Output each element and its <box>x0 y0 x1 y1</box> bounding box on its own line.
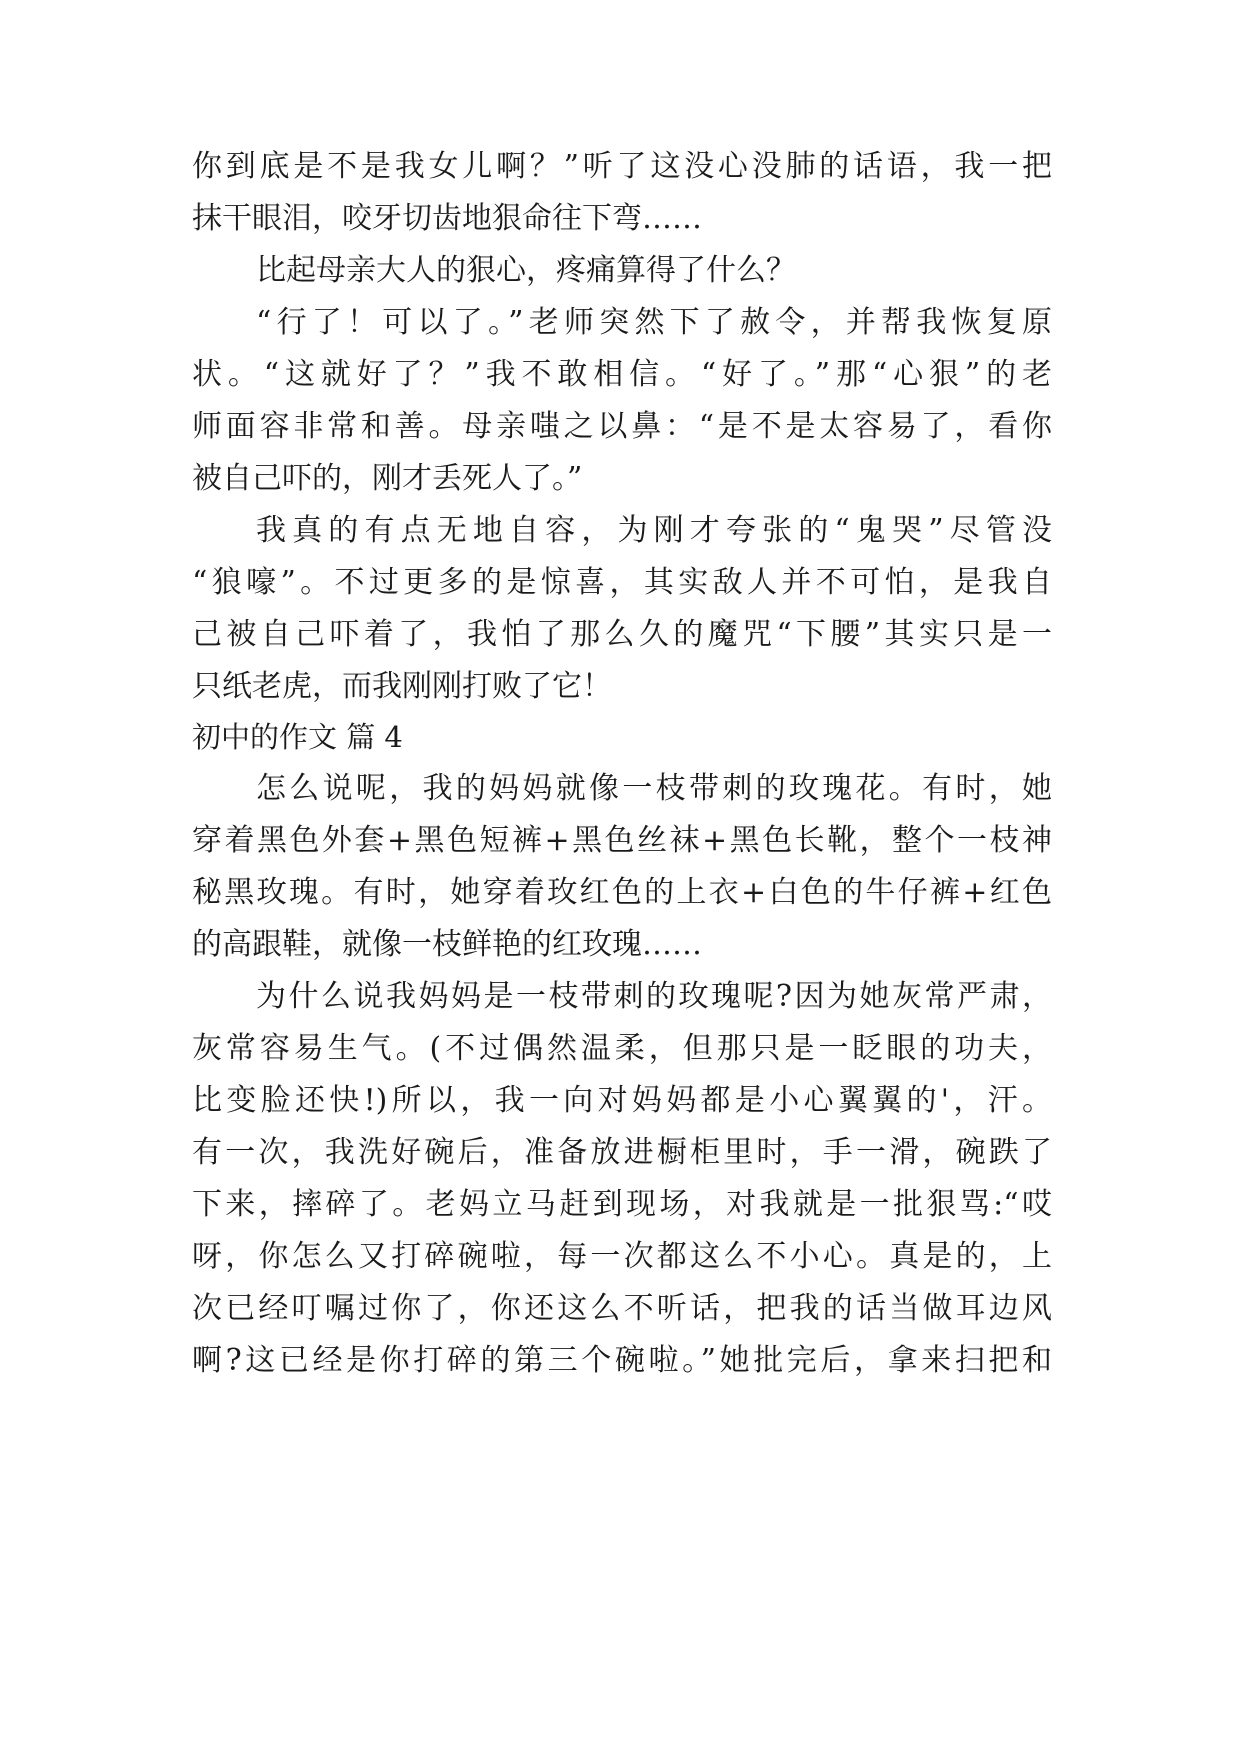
text-line: 比变脸还快!)所以，我一向对妈妈都是小心翼翼的'，汗。 <box>192 1083 1052 1118</box>
text-line: 你到底是不是我女儿啊？”听了这没心没肺的话语，我一把 <box>192 149 1052 184</box>
text-line: “狼嚎”。不过更多的是惊喜，其实敌人并不可怕，是我自 <box>192 565 1052 600</box>
text-line: 怎么说呢，我的妈妈就像一枝带刺的玫瑰花。有时，她 <box>256 771 1052 806</box>
text-line: “行了！可以了。”老师突然下了赦令，并帮我恢复原 <box>256 305 1052 340</box>
text-line: 呀，你怎么又打碎碗啦，每一次都这么不小心。真是的，上 <box>192 1239 1052 1274</box>
text-line: 有一次，我洗好碗后，准备放进橱柜里时，手一滑，碗跌了 <box>192 1135 1052 1170</box>
text-line: 啊?这已经是你打碎的第三个碗啦。”她批完后，拿来扫把和 <box>192 1343 1052 1378</box>
text-line: 灰常容易生气。(不过偶然温柔，但那只是一眨眼的功夫， <box>192 1031 1052 1066</box>
text-line: 己被自己吓着了，我怕了那么久的魔咒“下腰”其实只是一 <box>192 617 1052 652</box>
section-heading: 初中的作文 篇 4 <box>192 720 403 754</box>
text-line: 次已经叮嘱过你了，你还这么不听话，把我的话当做耳边风 <box>192 1291 1052 1326</box>
text-line: 穿着黑色外套+黑色短裤+黑色丝袜+黑色长靴，整个一枝神 <box>192 823 1052 858</box>
text-line: 被自己吓的，刚才丢死人了。” <box>192 461 583 496</box>
text-line: 为什么说我妈妈是一枝带刺的玫瑰呢?因为她灰常严肃， <box>256 979 1052 1014</box>
text-line: 只纸老虎，而我刚刚打败了它！ <box>192 669 612 704</box>
text-line: 师面容非常和善。母亲嗤之以鼻：“是不是太容易了，看你 <box>192 409 1052 444</box>
text-line: 秘黑玫瑰。有时，她穿着玫红色的上衣+白色的牛仔裤+红色 <box>192 875 1052 910</box>
text-line: 下来，摔碎了。老妈立马赶到现场，对我就是一批狠骂:“哎 <box>192 1187 1052 1222</box>
text-line: 的高跟鞋，就像一枝鲜艳的红玫瑰…… <box>192 927 702 962</box>
text-line: 我真的有点无地自容，为刚才夸张的“鬼哭”尽管没 <box>256 513 1052 548</box>
text-line: 比起母亲大人的狠心，疼痛算得了什么？ <box>256 253 796 288</box>
text-line: 状。“这就好了？”我不敢相信。“好了。”那“心狠”的老 <box>192 357 1052 392</box>
text-line: 抹干眼泪，咬牙切齿地狠命往下弯…… <box>192 201 702 236</box>
